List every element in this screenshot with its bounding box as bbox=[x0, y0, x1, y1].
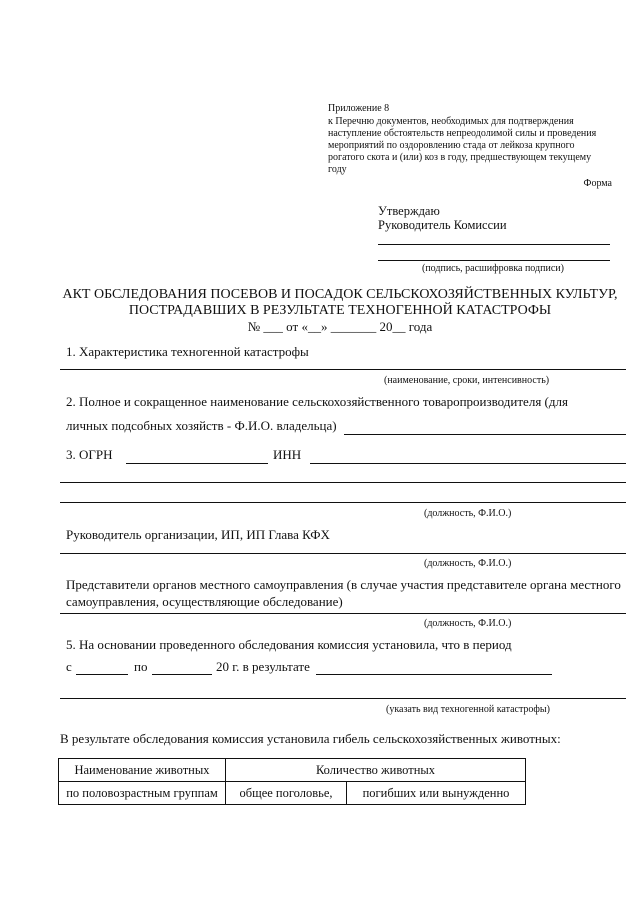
section-5-label: 5. На основании проведенного обследования комиссия установила, что в период bbox=[66, 637, 512, 652]
inn-line bbox=[310, 463, 626, 464]
section-2-line-2: личных подсобных хозяйств - Ф.И.О. владельца) bbox=[66, 418, 337, 433]
signature-caption: (подпись, расшифровка подписи) bbox=[422, 263, 564, 274]
approval-line-1 bbox=[378, 244, 610, 245]
catastrophe-type-line bbox=[60, 698, 626, 699]
table-cell-died-or-forced: погибших или вынужденно bbox=[347, 782, 526, 805]
period-from-label: с bbox=[66, 659, 72, 674]
act-title-line-1: АКТ ОБСЛЕДОВАНИЯ ПОСЕВОВ И ПОСАДОК СЕЛЬСКОХОЗЯЙСТВЕННЫХ КУЛЬТУР, bbox=[62, 287, 618, 302]
animals-table bbox=[58, 758, 526, 805]
representatives-line-1: Представители органов местного самоуправления (в случае участия представителе органа местного bbox=[66, 577, 621, 592]
head-org-line bbox=[60, 553, 626, 554]
table-header-animal-count: Количество животных bbox=[226, 759, 526, 782]
result-line bbox=[316, 674, 552, 675]
position-caption-2: (должность, Ф.И.О.) bbox=[424, 558, 512, 569]
table-row bbox=[59, 782, 526, 805]
table-row bbox=[59, 759, 526, 782]
commission-head-label: Руководитель Комиссии bbox=[378, 218, 507, 232]
ogrn-line bbox=[126, 463, 268, 464]
period-to-line bbox=[152, 674, 212, 675]
section-1-caption: (наименование, сроки, интенсивность) bbox=[384, 375, 550, 386]
head-org-label: Руководитель организации, ИП, ИП Глава КФХ bbox=[66, 527, 330, 542]
year-result-label: 20 г. в результате bbox=[216, 659, 310, 674]
approve-label: Утверждаю bbox=[378, 204, 440, 218]
table-header-animal-name: Наименование животных bbox=[59, 759, 226, 782]
representatives-line bbox=[60, 613, 626, 614]
result-statement: В результате обследования комиссия установила гибель сельскохозяйственных животных: bbox=[60, 731, 561, 746]
appendix-line-1: к Перечню документов, необходимых для подтверждения bbox=[328, 116, 574, 127]
appendix-title: Приложение 8 bbox=[328, 103, 390, 114]
table-cell-age-groups: по половозрастным группам bbox=[59, 782, 226, 805]
period-from-line bbox=[76, 674, 128, 675]
appendix-line-4: рогатого скота и (или) коз в году, предшествующем текущему bbox=[328, 152, 592, 163]
blank-line-2 bbox=[60, 502, 626, 503]
section-2-line-1: 2. Полное и сокращенное наименование сельскохозяйственного товаропроизводителя (для bbox=[66, 394, 568, 409]
act-title-line-2: ПОСТРАДАВШИХ В РЕЗУЛЬТАТЕ ТЕХНОГЕННОЙ КАТАСТРОФЫ bbox=[128, 303, 552, 318]
ogrn-label: 3. ОГРН bbox=[66, 447, 113, 462]
appendix-line-2: наступление обстоятельств непреодолимой силы и проведения bbox=[328, 128, 597, 139]
appendix-line-3: мероприятий по оздоровлению стада от лейкоза крупного bbox=[328, 140, 575, 151]
act-number-date: № ___ от «__» _______ 20__ года bbox=[247, 319, 433, 334]
section-2-line bbox=[344, 434, 626, 435]
blank-line-1 bbox=[60, 482, 626, 483]
inn-label: ИНН bbox=[273, 447, 302, 462]
position-caption-3: (должность, Ф.И.О.) bbox=[424, 618, 512, 629]
approval-line-2 bbox=[378, 260, 610, 261]
representatives-line-2: самоуправления, осуществляющие обследование) bbox=[66, 594, 343, 609]
period-to-label: по bbox=[134, 659, 148, 674]
appendix-line-5: году bbox=[328, 164, 347, 175]
catastrophe-type-caption: (указать вид техногенной катастрофы) bbox=[386, 704, 550, 715]
section-1-line bbox=[60, 369, 626, 370]
table-cell-total-livestock: общее поголовье, bbox=[226, 782, 347, 805]
form-label: Форма bbox=[583, 178, 612, 189]
section-1-label: 1. Характеристика техногенной катастрофы bbox=[66, 344, 309, 359]
position-caption-1: (должность, Ф.И.О.) bbox=[424, 508, 512, 519]
